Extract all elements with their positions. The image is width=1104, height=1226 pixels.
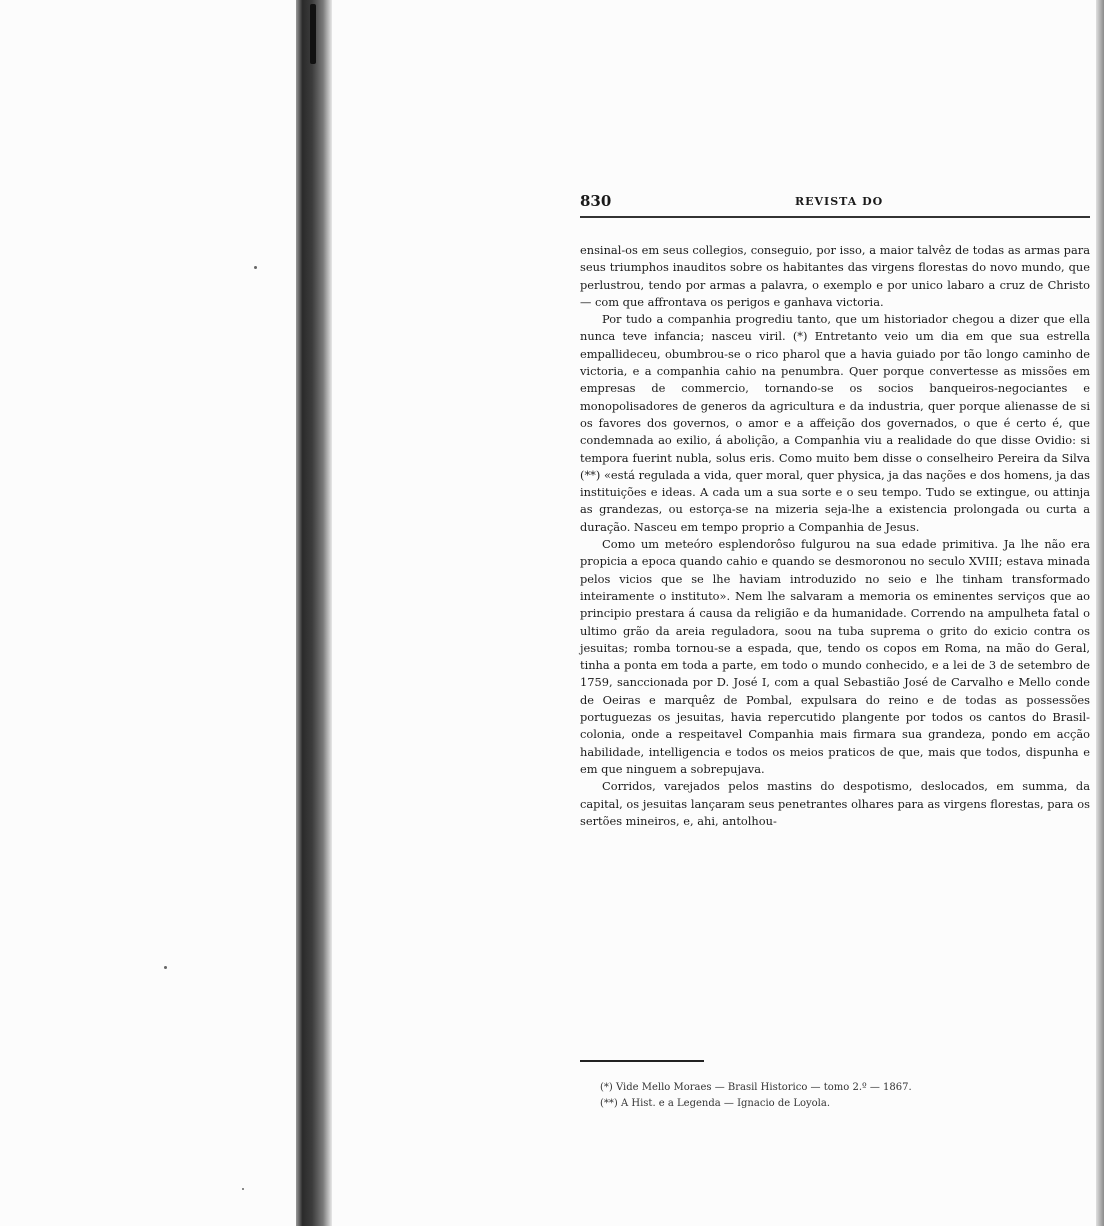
paragraph: ensinal-os em seus collegios, conseguio, por isso, a maior talvêz de todas as armas para seus triumphos inauditos sobre os habitantes das virgens florestas do novo mundo, que perlustrou, tendo por armas a palavra, o exemplo e por unico labaro a cruz de Christo — com que affrontava os perigos e ganhava victoria. bbox=[580, 243, 1090, 309]
footnote: (*) Vide Mello Moraes — Brasil Historico — tomo 2.º — 1867. bbox=[600, 1082, 912, 1093]
running-head: REVISTA DO bbox=[795, 195, 884, 208]
footnote: (**) A Hist. e a Legenda — Ignacio de Loyola. bbox=[600, 1098, 831, 1109]
paragraph: Como um meteóro esplendorôso fulgurou na sua edade primitiva. Ja lhe não era propicia a epoca quando cahio e quando se desmoronou no seculo XVIII; estava minada pelos vicios que se lhe haviam introduzido no seio e lhe tinham transformado inteiramente o instituto». Nem lhe salvaram a memoria os eminentes serviços que ao principio prestara á causa da religião e da humanidade. Correndo na ampulheta fatal o ultimo grão da areia reguladora, soou na tuba suprema o grito do exicio contra os jesuitas; romba tornou-se a espada, que, tendo os copos em Roma, na mão do Geral, tinha a ponta em toda a parte, em todo o mundo conhecido, e a lei de 3 de setembro de 1759, sanccionada por D. José I, com a qual Sebastião José de Carvalho e Mello conde de Oeiras e marquêz de Pombal, expulsara do reino e de todas as possessões portuguezas os jesuitas, havia repercutido plangente por todos os cantos do Brasil-colonia, onde a respeitavel Companhia mais firmara sua grandeza, pondo em acção habilidade, intelligencia e todos os meios praticos de que, mais que todos, dispunha e em que ninguem a sobrepujava. bbox=[580, 537, 1090, 776]
binding-mark bbox=[310, 4, 316, 64]
paper-speck bbox=[164, 966, 167, 969]
paper-speck bbox=[254, 266, 257, 269]
book-binding-shadow bbox=[296, 0, 332, 1226]
paragraph: Por tudo a companhia progrediu tanto, que um historiador chegou a dizer que ella nunca teve infancia; nasceu viril. (*) Entretanto veio um dia em que sua estrella empallideceu, obumbrou-se o rico pharol que a havia guiado por tão longo caminho de victoria, e a companhia cahio na penumbra. Quer porque convertesse as missões em empresas de commercio, tornando-se os socios banqueiros-negociantes e monopolisadores de generos da agricultura e da industria, quer porque alienasse de si os favores dos governos, o amor e a affeição dos governados, o que é certo é, que condemnada ao exilio, á abolição, a Companhia viu a realidade do que disse Ovidio: si tempora fuerint nubla, solus eris. Como muito bem disse o conselheiro Pereira da Silva (**) «está regulada a vida, quer moral, quer physica, ja das nações e dos homens, ja das instituições e ideas. A cada um a sua sorte e o seu tempo. Tudo se extingue, ou attinja as grandezas, ou estorça-se na mizeria seja-lhe a existencia prolongada ou curta a duração. Nasceu em tempo proprio a Companhia de Jesus. bbox=[580, 312, 1090, 534]
footnote-rule bbox=[580, 1060, 704, 1062]
body-text bbox=[580, 242, 1090, 830]
paper-speck bbox=[242, 1188, 244, 1190]
header-rule bbox=[580, 216, 1090, 218]
page-number: 830 bbox=[580, 192, 612, 210]
paragraph: Corridos, varejados pelos mastins do despotismo, deslocados, em summa, da capital, os jesuitas lançaram seus penetrantes olhares para as virgens florestas, para os sertões mineiros, e, ahi, antolhou- bbox=[580, 779, 1090, 828]
footnotes bbox=[600, 1080, 1080, 1112]
page-edge-shadow bbox=[1096, 0, 1104, 1226]
page-header bbox=[580, 192, 1090, 214]
